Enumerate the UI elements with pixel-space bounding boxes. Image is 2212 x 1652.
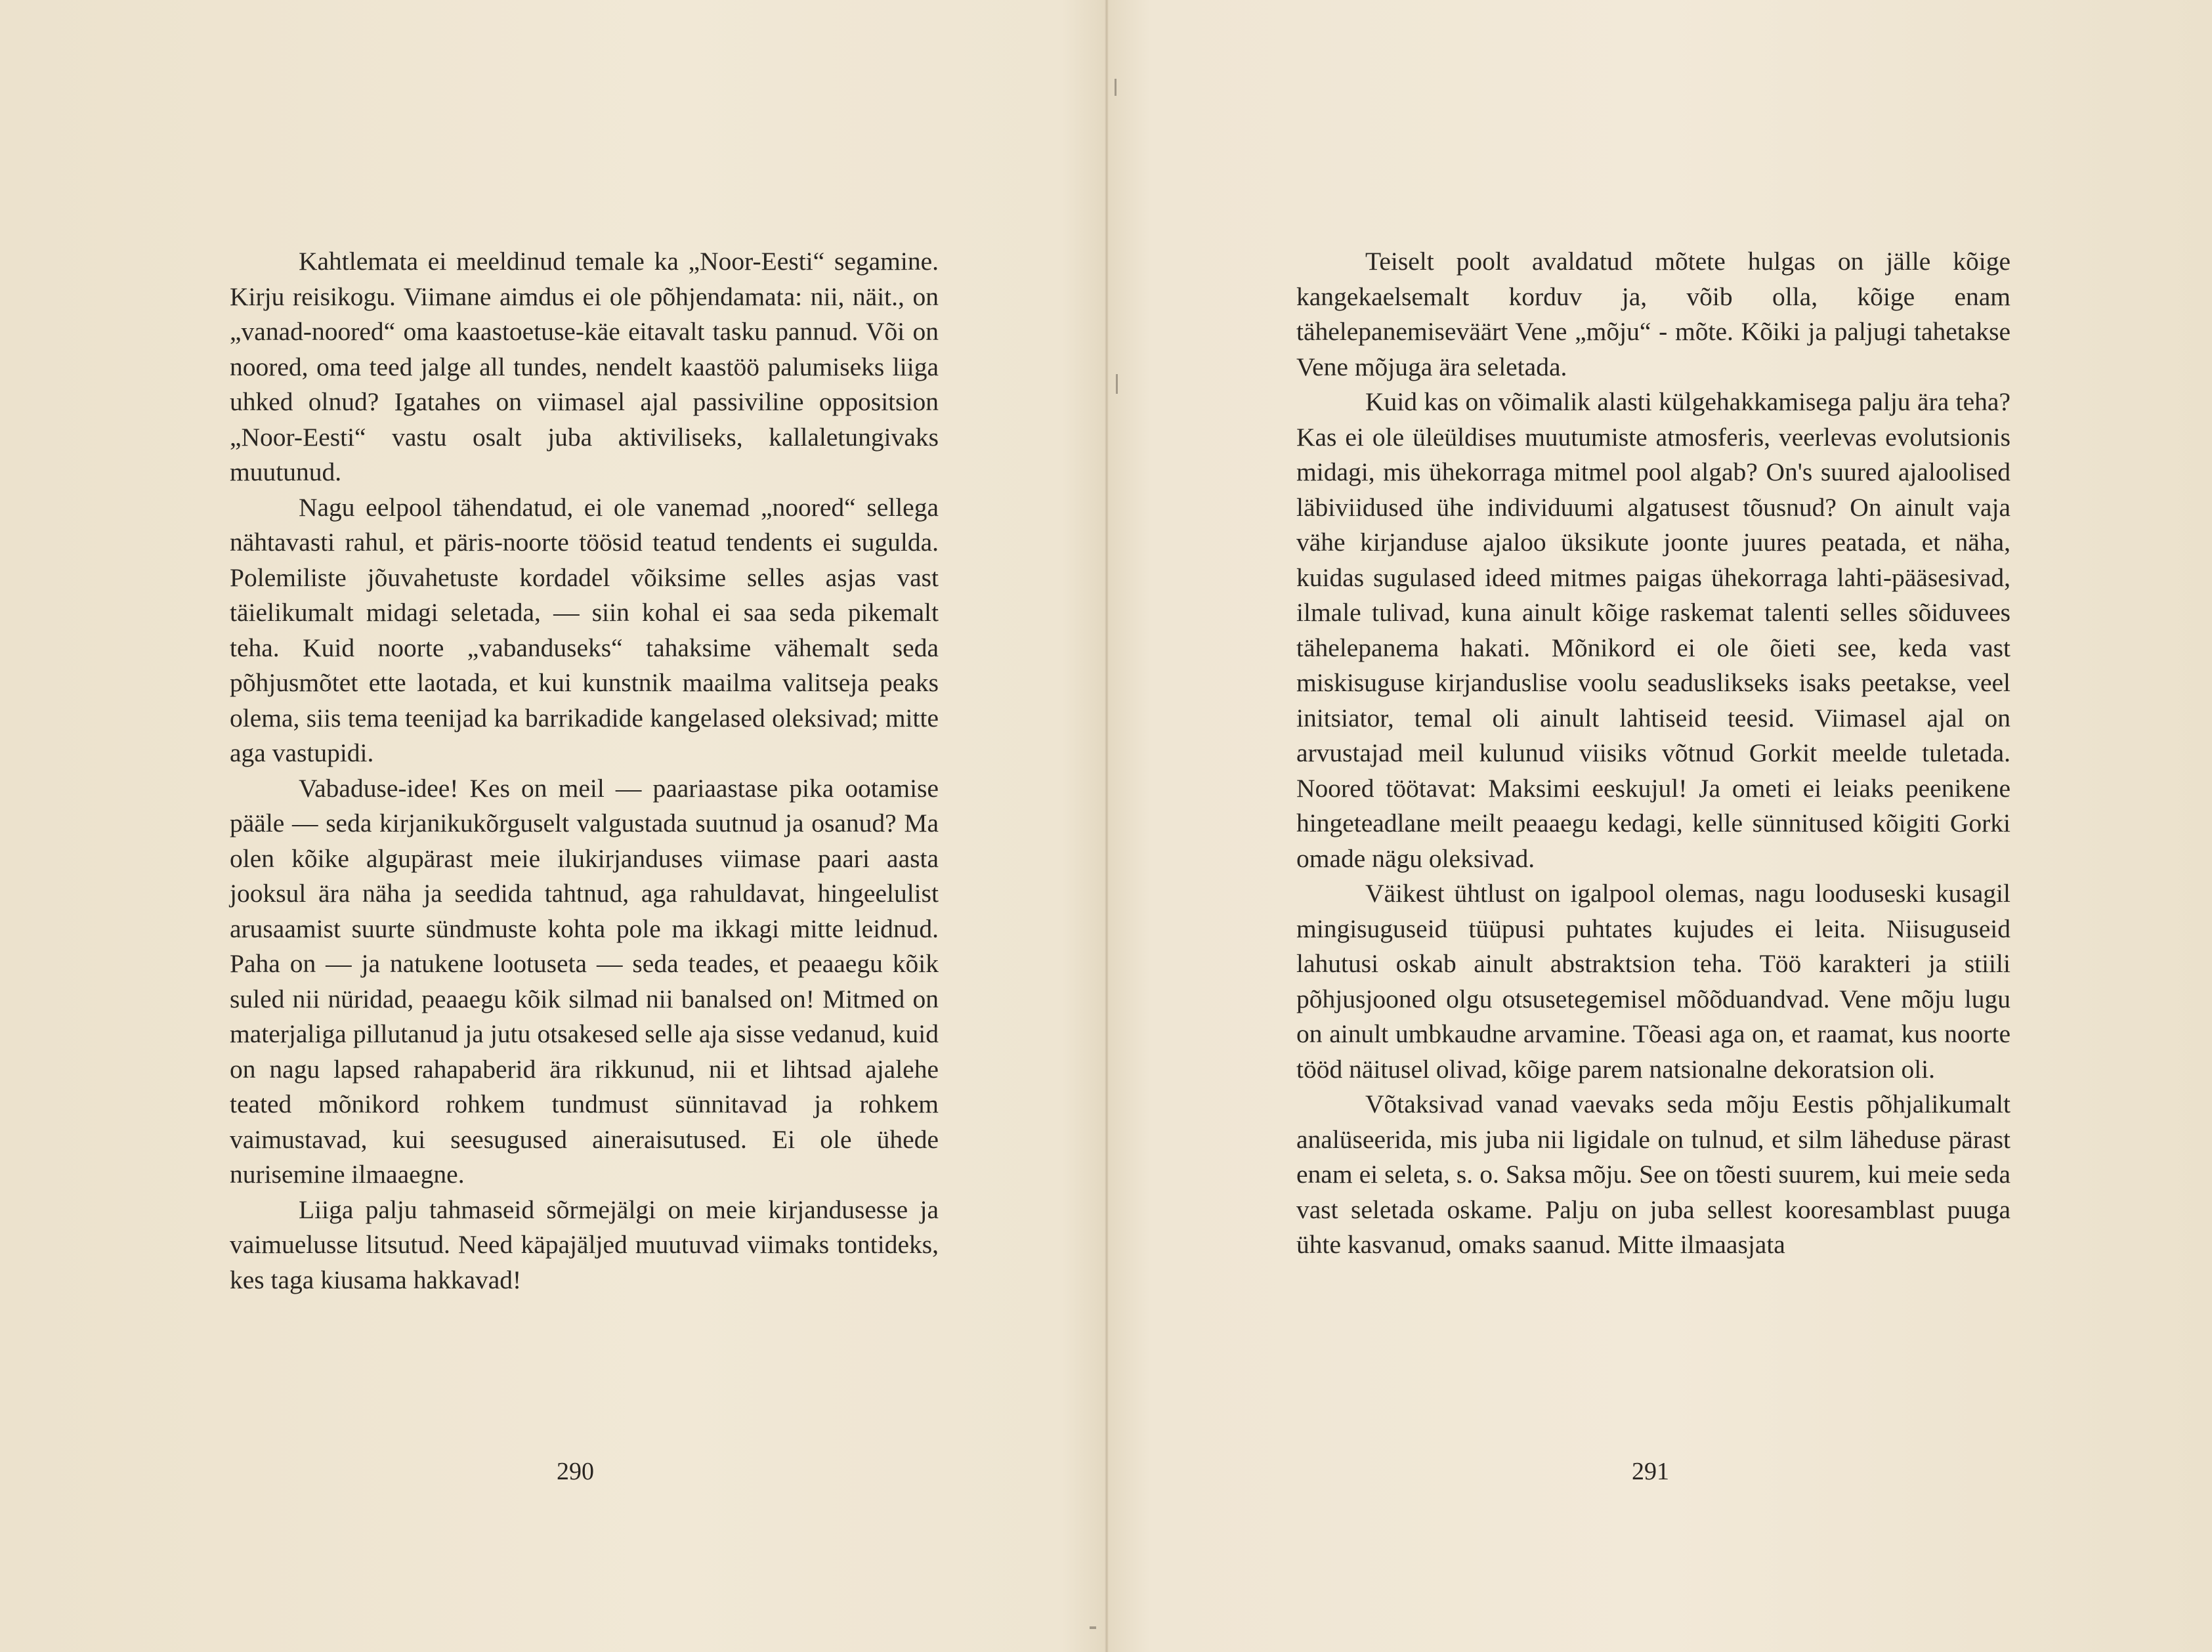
paper-speck: [1116, 374, 1118, 394]
left-page-text: [230, 244, 939, 1298]
left-paragraph-2: Nagu eelpool tähendatud, ei ole vanemad „noored“ sellega nähtavasti rahul, et päris-noorte töösid teatud tendents ei sugulda. Polemiliste jõuvahetuste kordadel võiksime selles asjas vast täielikumalt midagi seletada, — siin kohal ei saa seda pikemalt teha. Kuid noorte „vabanduseks“ tahaksime vähemalt seda põhjusmõtet ette laotada, et kui kunstnik maailma valitseja peaks olema, siis tema teenijad ka barrikadide kangelased oleksivad; mitte aga vastupidi.: [230, 492, 939, 767]
right-paragraph-4: Võtaksivad vanad vaevaks seda mõju Eestis põhjalikumalt analüseerida, mis juba nii ligidale on tulnud, et silm läheduse pärast enam ei seleta, s. o. Saksa mõju. See on tõesti suurem, kui meie seda vast seletada oskame. Palju on juba sellest kooresamblast puuga ühte kasvanud, omaks saanud. Mitte ilmaasjata: [1296, 1090, 2010, 1259]
book-gutter: [1105, 0, 1109, 1652]
right-page-text: [1296, 244, 2010, 1263]
right-paragraph-2: Kuid kas on võimalik alasti külgehakkamisega palju ära teha? Kas ei ole üleüldises muutumiste atmosferis, veerlevas evolutsionis midagi, mis ühekorraga mitmel pool algab? On's suured ajaloolised läbiviidused ühe individuumi algatusest tõusnud? On ainult vaja vähe kirjanduse ajaloo üksikute joonte juures peatada, et näha, kuidas sugulased ideed mitmes paigas ühekorraga lahti-pääsesivad, ilmale tulivad, kuna ainult kõige raskemat talenti selles sõiduvees tähelepanema hakati. Mõnikord ei ole õieti see, keda vast miskisuguse kirjanduslise voolu seaduslikseks isaks peetakse, veel initsiator, temal oli ainult lahtiseid teesid. Viimasel ajal on arvustajad meil kulunud viisiks võtnud Gorkit meelde tuletada. Noored töötavat: Maksimi eeskujul! Ja ometi ei leiaks peenikene hingeteadlane meilt peaaegu kedagi, kelle sünnitused kõigiti Gorki omade nägu oleksivad.: [1296, 387, 2010, 873]
left-paragraph-4: Liiga palju tahmaseid sõrmejälgi on meie kirjandusesse ja vaimuelusse litsutud. Need käpajäljed muutuvad viimaks tontideks, kes taga kiusama hakkavad!: [230, 1195, 939, 1294]
right-paragraph-3: Väikest ühtlust on igalpool olemas, nagu looduseski kusagil mingisuguseid tüüpusi puhtates kujudes ei leita. Niisuguseid lahutusi oskab ainult abstraktsion teha. Töö karakteri ja stiili põhjusjooned olgu otsusetegemisel mõõduandvad. Vene mõju lugu on ainult umbkaudne arvamine. Tõeasi aga on, et raamat, kus noorte tööd näitusel olivad, kõige parem natsionalne dekoratsion oli.: [1296, 879, 2010, 1084]
left-paragraph-3: Vabaduse-idee! Kes on meil — paariaastase pika ootamise pääle — seda kirjanikukõrguselt valgustada suutnud ja osanud? Ma olen kõike algupärast meie ilukirjanduses viimase paari aasta jooksul ära näha ja seedida tahtnud, aga rahuldavat, hingeelulist arusaamist suurte sündmuste kohta pole ma ikkagi mitte leidnud. Paha on — ja natukene lootuseta — seda teades, et peaaegu kõik suled nii nüridad, peaaegu kõik silmad nii banalsed on! Mitmed on materjaliga pillutanud ja jutu otsakesed selle aja sisse vedanud, kuid on nagu lapsed rahapaberid ära rikkunud, nii et lihtsad ajalehe teated mõnikord rohkem tundmust sünnitavad ja rohkem vaimustavad, kui seesugused aineraisutused. Ei ole ühede nurisemine ilmaaegne.: [230, 773, 939, 1189]
paper-speck: [1115, 79, 1117, 96]
left-paragraph-1: Kahtlemata ei meeldinud temale ka „Noor-Eesti“ segamine. Kirju reisikogu. Viimane aimdus ei ole põhjendamata: nii, näit., on „vanad-noored“ oma kaastoetuse-käe eitavalt tasku pannud. Või on noored, oma teed jalge all tundes, nendelt kaastöö palumiseks liiga uhked olnud? Igatahes on viimasel ajal passiviline oppositsion „Noor-Eesti“ vastu osalt juba aktiviliseks, kallaletungivaks muutunud.: [230, 247, 939, 486]
right-page-number: 291: [1632, 1458, 1669, 1485]
right-paragraph-1: Teiselt poolt avaldatud mõtete hulgas on jälle kõige kangekaelsemalt korduv ja, võib olla, kõige enam tähelepanemiseväärt Vene „mõju“ - mõte. Kõiki ja paljugi tahetakse Vene mõjuga ära seletada.: [1296, 247, 2010, 381]
paper-speck: [1090, 1626, 1096, 1629]
left-page-number: 290: [557, 1458, 594, 1485]
